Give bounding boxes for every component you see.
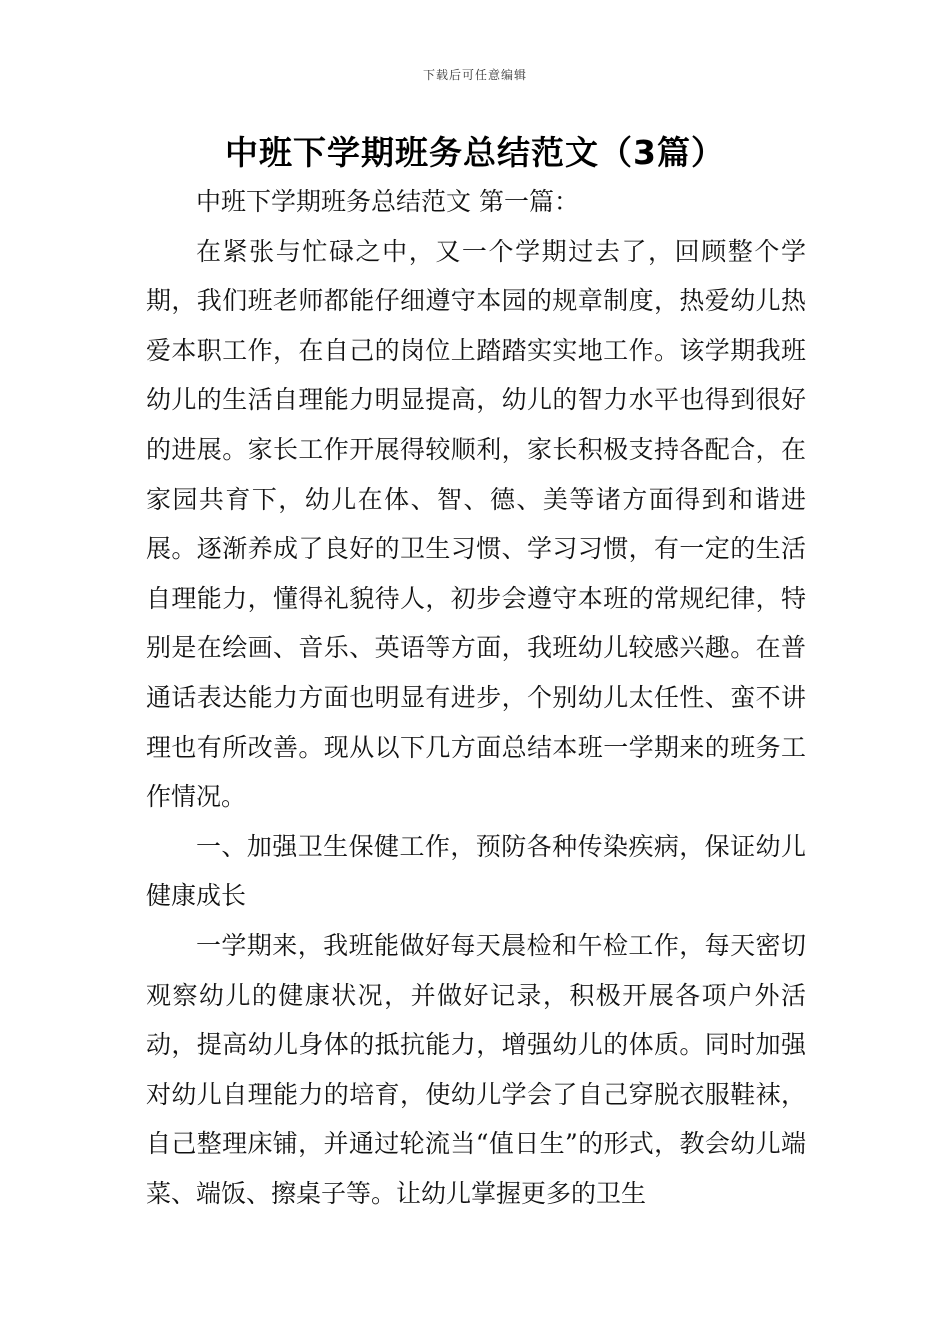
- paragraph-intro: 在紧张与忙碌之中，又一个学期过去了，回顾整个学期，我们班老师都能仔细遵守本园的规章制度，热爱幼儿热爱本职工作，在自己的岗位上踏踏实实地工作。该学期我班幼儿的生活自理能力明显提高，幼儿的智力水平也得到很好的进展。家长工作开展得较顺利，家长积极支持各配合，在家园共育下，幼儿在体、智、德、美等诸方面得到和谐进展。逐渐养成了良好的卫生习惯、学习习惯，有一定的生活自理能力，懂得礼貌待人，初步会遵守本班的常规纪律，特别是在绘画、音乐、英语等方面，我班幼儿较感兴趣。在普通话表达能力方面也明显有进步，个别幼儿太任性、蛮不讲理也有所改善。现从以下几方面总结本班一学期来的班务工作情况。: [146, 236, 806, 812]
- document-body: [146, 177, 806, 1218]
- document-title: 中班下学期班务总结范文（3篇）: [225, 133, 725, 172]
- section-heading-1: 一、加强卫生保健工作，预防各种传染疾病，保证幼儿健康成长: [146, 831, 806, 911]
- section-subtitle: 中班下学期班务总结范文 第一篇：: [196, 187, 579, 216]
- paragraph-health: 一学期来，我班能做好每天晨检和午检工作，每天密切观察幼儿的健康状况，并做好记录，积极开展各项户外活动，提高幼儿身体的抵抗能力，增强幼儿的体质。同时加强对幼儿自理能力的培育，使幼儿学会了自己穿脱衣服鞋袜，自己整理床铺，并通过轮流当“值日生”的形式，教会幼儿端菜、端饭、擦桌子等。让幼儿掌握更多的卫生: [146, 930, 806, 1208]
- header-note: 下载后可任意编辑: [422, 68, 527, 82]
